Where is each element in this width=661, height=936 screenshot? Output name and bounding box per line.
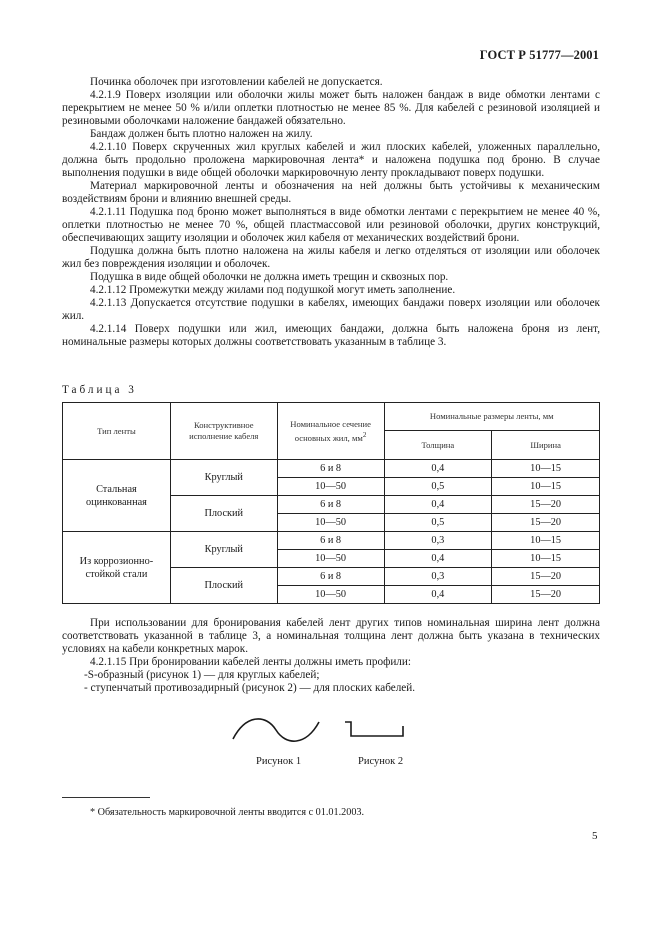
section-cell: 10—50 xyxy=(277,586,384,604)
profile-figures xyxy=(0,712,661,772)
width-cell: 10—15 xyxy=(492,532,600,550)
paragraph-marking-material: Материал маркировочной ленты и обозначения на ней должны быть устойчивы к механическим воздействиям брони и влиянию внешней среды. xyxy=(62,180,600,205)
header-construction: Конструктивное исполнение кабеля xyxy=(170,403,277,460)
table-caption: Таблица 3 xyxy=(62,384,137,396)
paragraph-4-2-1-14: 4.2.1.14 Поверх подушки или жил, имеющих бандажи, должна быть наложена броня из лент, номинальные размеры которых должны соответствовать указанным в таблице 3. xyxy=(62,323,600,348)
s-profile-drawing xyxy=(233,719,319,741)
header-section-sup: 2 xyxy=(362,430,367,439)
footnote-divider xyxy=(62,797,150,798)
main-text-block xyxy=(62,76,600,349)
armor-tape-table xyxy=(62,402,600,604)
thickness-cell: 0,5 xyxy=(384,478,492,496)
standard-code-header: ГОСТ Р 51777—2001 xyxy=(479,48,599,62)
thickness-cell: 0,4 xyxy=(384,460,492,478)
post-table-text-block xyxy=(62,617,600,695)
paragraph-cushion-sheath: Подушка в виде общей оболочки не должна иметь трещин и сквозных пор. xyxy=(90,271,449,283)
width-cell: 10—15 xyxy=(492,550,600,568)
paragraph-4-2-1-11: 4.2.1.11 Подушка под броню может выполняться в виде обмотки лентами с перекрытием не менее 40 %, оплетки плотностью не менее 70 %, общей пластмассовой или резиновой оболочки, других конструкций, обеспечивающих защиту изоляции и оболочек жил кабеля от механических воздействий брони. xyxy=(62,206,600,244)
thickness-cell: 0,4 xyxy=(384,550,492,568)
thickness-cell: 0,5 xyxy=(384,514,492,532)
header-dimensions: Номинальные размеры ленты, мм xyxy=(384,403,600,431)
width-cell: 15—20 xyxy=(492,568,600,586)
header-tape-type: Тип ленты xyxy=(63,403,171,460)
width-cell: 15—20 xyxy=(492,586,600,604)
paragraph-4-2-1-13: 4.2.1.13 Допускается отсутствие подушки в кабелях, имеющих бандажи поверх изоляции или оболочек жил. xyxy=(62,297,600,322)
list-item-s-profile: -S-образный (рисунок 1) — для круглых кабелей; xyxy=(84,669,320,681)
section-cell: 6 и 8 xyxy=(277,460,384,478)
list-item-step-profile: - ступенчатый противозадирный (рисунок 2) — для плоских кабелей. xyxy=(84,682,416,694)
step-profile-drawing xyxy=(345,722,403,736)
table-row xyxy=(63,532,600,550)
figure-2-label: Рисунок 2 xyxy=(358,756,404,767)
tape-type-cell: Из коррозионно-стойкой стали xyxy=(63,532,171,604)
header-section-text: Номинальное сечение основных жил, мм xyxy=(290,418,371,443)
construction-cell: Круглый xyxy=(170,460,277,496)
paragraph-repair: Починка оболочек при изготовлении кабелей не допускается. xyxy=(90,76,383,88)
table-row xyxy=(63,460,600,478)
thickness-cell: 0,4 xyxy=(384,586,492,604)
thickness-cell: 0,3 xyxy=(384,532,492,550)
section-cell: 6 и 8 xyxy=(277,568,384,586)
construction-cell: Плоский xyxy=(170,496,277,532)
section-cell: 10—50 xyxy=(277,478,384,496)
tape-type-cell: Стальная оцинкованная xyxy=(63,460,171,532)
footnote: * Обязательность маркировочной ленты вводится с 01.01.2003. xyxy=(90,807,365,818)
section-cell: 10—50 xyxy=(277,514,384,532)
section-cell: 6 и 8 xyxy=(277,532,384,550)
header-width: Ширина xyxy=(492,431,600,460)
paragraph-cushion-fit: Подушка должна быть плотно наложена на жилы кабеля и легко отделяться от изоляции или оболочек жил без повреждения изоляции и оболочек. xyxy=(62,245,600,270)
thickness-cell: 0,4 xyxy=(384,496,492,514)
width-cell: 10—15 xyxy=(492,460,600,478)
construction-cell: Круглый xyxy=(170,532,277,568)
width-cell: 15—20 xyxy=(492,514,600,532)
paragraph-4-2-1-15: 4.2.1.15 При бронировании кабелей ленты должны иметь профили: xyxy=(90,656,411,668)
header-section xyxy=(277,403,384,460)
section-cell: 6 и 8 xyxy=(277,496,384,514)
header-thickness: Толщина xyxy=(384,431,492,460)
paragraph-bandage: Бандаж должен быть плотно наложен на жилу. xyxy=(90,128,313,140)
thickness-cell: 0,3 xyxy=(384,568,492,586)
page-number: 5 xyxy=(592,830,598,842)
paragraph-4-2-1-10: 4.2.1.10 Поверх скрученных жил круглых кабелей и жил плоских кабелей, уложенных параллельно, должна быть продольно проложена маркировочная лента* и наложена подушка под броню. В случае выполнения подушки в виде общей оболочки маркировочную ленту прокладывают поверх подушки. xyxy=(62,141,600,179)
paragraph-4-2-1-9: 4.2.1.9 Поверх изоляции или оболочки жилы может быть наложен бандаж в виде обмотки лентами с перекрытием не менее 50 % и/или оплетки плотностью не менее 85 %. Для кабелей с резиновой изоляцией и резиновыми оболочками наложение бандажей обязательно. xyxy=(62,89,600,127)
width-cell: 10—15 xyxy=(492,478,600,496)
figure-1-label: Рисунок 1 xyxy=(256,756,302,767)
section-cell: 10—50 xyxy=(277,550,384,568)
paragraph-other-tapes: При использовании для бронирования кабелей лент других типов номинальная ширина лент должна соответствовать указанной в таблице 3, а номинальная толщина лент должна быть указана в технических условиях на кабели конкретных марок. xyxy=(62,617,600,655)
width-cell: 15—20 xyxy=(492,496,600,514)
construction-cell: Плоский xyxy=(170,568,277,604)
paragraph-4-2-1-12: 4.2.1.12 Промежутки между жилами под подушкой могут иметь заполнение. xyxy=(90,284,456,296)
